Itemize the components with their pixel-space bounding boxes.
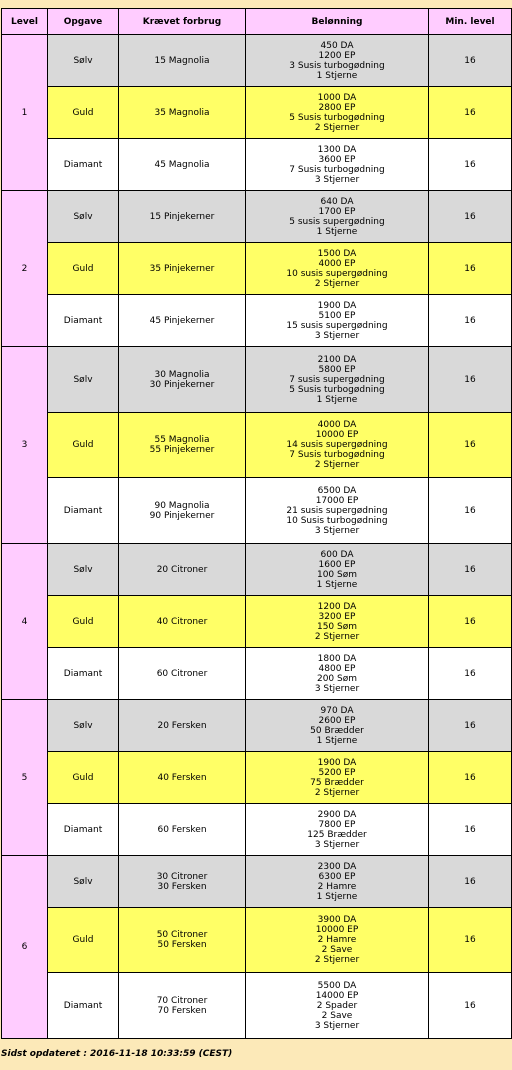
kraevet-forbrug-cell [119,648,246,700]
min-level-cell: 16 [429,804,512,856]
belonning-cell [246,35,429,87]
table-row-level-1-silver [2,35,512,87]
forbrug-line: 45 Magnolia [154,159,210,170]
kraevet-forbrug-cell [119,413,246,478]
forbrug-line: 30 Pinjekerner [149,379,215,390]
kraevet-forbrug-cell [119,87,246,139]
table-row-level-2-gold [2,243,512,295]
table-row-level-2-silver [2,191,512,243]
opgave-cell: Diamant [48,973,119,1039]
belonning-line: 21 susis supergødning [286,505,388,516]
opgave-cell: Guld [48,596,119,648]
belonning-line: 7 Susis turbogødning [289,450,385,460]
belonning-line: 1 Stjerne [316,70,358,81]
opgave-cell: Diamant [48,648,119,700]
belonning-line: 2 Hamre [317,935,357,945]
belonning-line: 1 Stjerne [316,394,358,405]
kraevet-forbrug-cell [119,347,246,413]
header-row [2,9,512,35]
belonning-line: 3 Stjerner [314,1020,360,1031]
min-level-cell: 16 [429,413,512,478]
opgave-cell: Guld [48,87,119,139]
belonning-line: 1200 EP [318,50,356,61]
belonning-cell [246,908,429,973]
belonning-line: 15 susis supergødning [286,320,388,331]
opgave-cell: Diamant [48,478,119,544]
belonning-line: 200 Søm [316,673,358,684]
forbrug-line: 60 Citroner [156,668,208,679]
kraevet-forbrug-cell [119,596,246,648]
forbrug-line: 15 Magnolia [154,55,210,66]
belonning-line: 2 Hamre [317,881,357,892]
belonning-line: 1600 EP [318,559,356,570]
forbrug-line: 15 Pinjekerner [149,211,215,222]
level-cell: 6 [2,856,48,1039]
kraevet-forbrug-cell [119,544,246,596]
belonning-cell [246,243,429,295]
belonning-line: 3600 EP [318,154,356,165]
table-row-level-3-gold [2,413,512,478]
opgave-cell: Guld [48,413,119,478]
belonning-line: 2 Stjerner [314,122,360,133]
belonning-line: 3200 EP [318,611,356,622]
belonning-line: 7800 EP [318,819,356,830]
belonning-line: 5 Susis turbogødning [289,384,385,395]
forbrug-line: 40 Fersken [157,772,207,783]
table-row-level-1-gold [2,87,512,139]
quest-table-body [2,35,512,1039]
belonning-line: 7 Susis turbogødning [289,164,385,175]
table-row-level-4-diamond [2,648,512,700]
forbrug-line: 35 Magnolia [154,107,210,118]
table-row-level-6-gold [2,908,512,973]
belonning-line: 5 susis supergødning [289,216,385,227]
level-cell: 2 [2,191,48,347]
table-row-level-6-silver [2,856,512,908]
kraevet-forbrug-cell [119,35,246,87]
header-kraevet-forbrug: Krævet forbrug [119,9,246,35]
belonning-line: 2300 DA [317,861,357,872]
kraevet-forbrug-cell [119,856,246,908]
belonning-line: 5200 EP [318,767,356,778]
belonning-line: 450 DA [320,40,354,51]
belonning-cell [246,752,429,804]
kraevet-forbrug-cell [119,139,246,191]
belonning-line: 1300 DA [317,144,357,155]
min-level-cell: 16 [429,191,512,243]
belonning-line: 640 DA [320,196,354,207]
min-level-cell: 16 [429,700,512,752]
forbrug-line: 20 Fersken [157,720,207,731]
kraevet-forbrug-cell [119,908,246,973]
belonning-line: 1000 DA [317,92,357,103]
belonning-line: 1900 DA [317,300,357,311]
table-row-level-4-silver [2,544,512,596]
belonning-line: 3 Stjerner [314,330,360,341]
forbrug-line: 45 Pinjekerner [149,315,215,326]
belonning-line: 2 Stjerner [314,631,360,642]
table-row-level-1-diamond [2,139,512,191]
table-row-level-5-diamond [2,804,512,856]
belonning-line: 6500 DA [317,485,357,496]
kraevet-forbrug-cell [119,295,246,347]
belonning-line: 2 Stjerner [314,955,360,965]
belonning-line: 10000 EP [315,925,359,935]
belonning-line: 2 Stjerner [314,787,360,798]
kraevet-forbrug-cell [119,243,246,295]
belonning-line: 1 Stjerne [316,226,358,237]
level-cell: 4 [2,544,48,700]
table-row-level-6-diamond [2,973,512,1039]
belonning-line: 2 Stjerner [314,460,360,470]
table-row-level-3-diamond [2,478,512,544]
belonning-line: 1800 DA [317,653,357,664]
belonning-line: 3 Stjerner [314,525,360,536]
opgave-cell: Guld [48,908,119,973]
belonning-line: 10000 EP [315,430,359,440]
belonning-line: 1500 DA [317,248,357,259]
belonning-line: 3 Stjerner [314,683,360,694]
belonning-line: 2 Spader [316,1000,358,1011]
min-level-cell: 16 [429,908,512,973]
belonning-cell [246,139,429,191]
belonning-line: 2 Stjerner [314,278,360,289]
belonning-line: 2900 DA [317,809,357,820]
min-level-cell: 16 [429,596,512,648]
belonning-line: 5 Susis turbogødning [289,112,385,123]
belonning-line: 1900 DA [317,757,357,768]
belonning-line: 3 Susis turbogødning [289,60,385,71]
forbrug-line: 55 Magnolia [154,435,210,445]
min-level-cell: 16 [429,347,512,413]
belonning-line: 75 Brædder [310,777,364,788]
kraevet-forbrug-cell [119,752,246,804]
belonning-line: 100 Søm [316,569,358,580]
belonning-line: 150 Søm [316,621,358,632]
belonning-cell [246,87,429,139]
opgave-cell: Sølv [48,856,119,908]
belonning-line: 5100 EP [318,310,356,321]
belonning-line: 10 susis supergødning [286,268,388,279]
forbrug-line: 20 Citroner [156,564,208,575]
belonning-line: 17000 EP [315,495,359,506]
belonning-line: 5500 DA [317,980,357,991]
belonning-line: 2800 EP [318,102,356,113]
forbrug-line: 70 Fersken [157,1005,207,1016]
belonning-cell [246,973,429,1039]
belonning-line: 5800 EP [318,364,356,375]
min-level-cell: 16 [429,295,512,347]
forbrug-line: 50 Fersken [157,940,207,950]
min-level-cell: 16 [429,139,512,191]
header-min-level: Min. level [429,9,512,35]
level-cell: 1 [2,35,48,191]
forbrug-line: 30 Magnolia [154,369,210,380]
level-cell: 3 [2,347,48,544]
belonning-line: 4800 EP [318,663,356,674]
belonning-line: 2600 EP [318,715,356,726]
belonning-line: 6300 EP [318,871,356,882]
belonning-line: 1200 DA [317,601,357,612]
forbrug-line: 60 Fersken [157,824,207,835]
belonning-cell [246,700,429,752]
belonning-line: 7 susis supergødning [289,374,385,385]
forbrug-line: 35 Pinjekerner [149,263,215,274]
belonning-line: 3900 DA [317,915,357,925]
min-level-cell: 16 [429,478,512,544]
forbrug-line: 70 Citroner [156,995,208,1006]
min-level-cell: 16 [429,648,512,700]
belonning-line: 1 Stjerne [316,735,358,746]
opgave-cell: Sølv [48,35,119,87]
min-level-cell: 16 [429,752,512,804]
forbrug-line: 90 Pinjekerner [149,510,215,521]
belonning-cell [246,544,429,596]
belonning-line: 4000 EP [318,258,356,269]
header-belonning: Belønning [246,9,429,35]
min-level-cell: 16 [429,856,512,908]
belonning-line: 10 Susis turbogødning [286,515,388,526]
header-opgave: Opgave [48,9,119,35]
kraevet-forbrug-cell [119,973,246,1039]
belonning-cell [246,648,429,700]
level-cell: 5 [2,700,48,856]
min-level-cell: 16 [429,544,512,596]
forbrug-line: 30 Fersken [157,881,207,892]
kraevet-forbrug-cell [119,191,246,243]
belonning-line: 3 Stjerner [314,174,360,185]
belonning-cell [246,191,429,243]
belonning-cell [246,856,429,908]
opgave-cell: Sølv [48,347,119,413]
table-row-level-2-diamond [2,295,512,347]
forbrug-line: 90 Magnolia [154,500,210,511]
belonning-cell [246,413,429,478]
forbrug-line: 50 Citroner [156,930,208,940]
forbrug-line: 30 Citroner [156,871,208,882]
belonning-line: 2 Save [321,1010,353,1021]
opgave-cell: Diamant [48,139,119,191]
belonning-cell [246,347,429,413]
header-level: Level [2,9,48,35]
belonning-cell [246,295,429,347]
opgave-cell: Guld [48,243,119,295]
table-row-level-5-silver [2,700,512,752]
opgave-cell: Diamant [48,804,119,856]
belonning-line: 3 Stjerner [314,839,360,850]
min-level-cell: 16 [429,35,512,87]
table-row-level-5-gold [2,752,512,804]
opgave-cell: Sølv [48,544,119,596]
belonning-line: 4000 DA [317,420,357,430]
belonning-line: 600 DA [320,549,354,560]
belonning-line: 2 Save [321,945,353,955]
belonning-line: 2100 DA [317,354,357,365]
last-updated-text: Sidst opdateret : 2016-11-18 10:33:59 (CEST) [1,1049,233,1059]
min-level-cell: 16 [429,243,512,295]
forbrug-line: 40 Citroner [156,616,208,627]
belonning-line: 970 DA [320,705,354,716]
belonning-line: 50 Brædder [310,725,364,736]
table-row-level-3-silver [2,347,512,413]
table-row-level-4-gold [2,596,512,648]
min-level-cell: 16 [429,87,512,139]
opgave-cell: Sølv [48,191,119,243]
opgave-cell: Diamant [48,295,119,347]
belonning-cell [246,804,429,856]
forbrug-line: 55 Pinjekerner [149,445,215,455]
kraevet-forbrug-cell [119,700,246,752]
opgave-cell: Guld [48,752,119,804]
opgave-cell: Sølv [48,700,119,752]
belonning-line: 14 susis supergødning [286,440,388,450]
belonning-line: 14000 EP [315,990,359,1001]
quest-table [1,8,512,1039]
belonning-line: 125 Brædder [307,829,367,840]
belonning-cell [246,596,429,648]
belonning-cell [246,478,429,544]
min-level-cell: 16 [429,973,512,1039]
belonning-line: 1 Stjerne [316,891,358,902]
kraevet-forbrug-cell [119,478,246,544]
belonning-line: 1700 EP [318,206,356,217]
belonning-line: 1 Stjerne [316,579,358,590]
kraevet-forbrug-cell [119,804,246,856]
